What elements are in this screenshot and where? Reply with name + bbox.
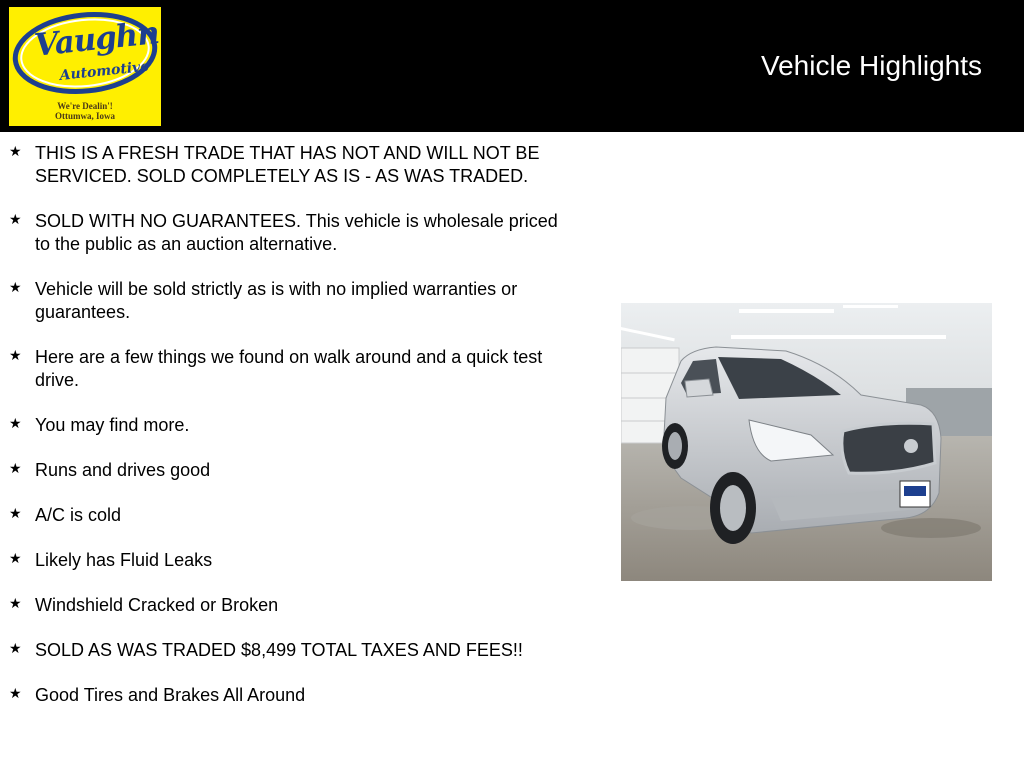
list-item	[0, 142, 580, 188]
list-item	[0, 414, 580, 437]
star-icon: ★	[9, 505, 22, 521]
highlight-text: A/C is cold	[35, 505, 122, 525]
highlight-text: Likely has Fluid Leaks	[35, 550, 213, 570]
star-icon: ★	[9, 279, 22, 295]
highlight-text: You may find more.	[35, 415, 190, 435]
star-icon: ★	[9, 595, 22, 611]
star-icon: ★	[9, 143, 22, 159]
header-bar	[0, 0, 1024, 132]
highlight-text: Windshield Cracked or Broken	[35, 595, 279, 615]
list-item	[0, 210, 580, 256]
list-item	[0, 346, 580, 392]
highlight-text: Here are a few things we found on walk around and a quick test drive.	[35, 347, 543, 390]
logo-city: Ottumwa, Iowa	[55, 111, 115, 121]
star-icon: ★	[9, 640, 22, 656]
highlight-text: Runs and drives good	[35, 460, 211, 480]
logo-tagline: We're Dealin'!	[57, 101, 113, 111]
star-icon: ★	[9, 211, 22, 227]
star-icon: ★	[9, 415, 22, 431]
vehicle-photo	[621, 303, 992, 581]
page-title: Vehicle Highlights	[760, 50, 982, 81]
star-icon: ★	[9, 347, 22, 363]
highlight-text: Good Tires and Brakes All Around	[35, 685, 306, 705]
highlight-text: SOLD WITH NO GUARANTEES. This vehicle is wholesale priced to the public as an auction alternative.	[35, 211, 558, 254]
list-item	[0, 504, 580, 527]
dealer-logo	[9, 7, 161, 126]
logo-brand: Vaughn	[32, 14, 161, 64]
vehicle-illustration	[621, 303, 992, 581]
list-item	[0, 594, 580, 617]
list-item	[0, 459, 580, 482]
list-item	[0, 684, 580, 707]
star-icon: ★	[9, 460, 22, 476]
list-item	[0, 639, 580, 662]
star-icon: ★	[9, 550, 22, 566]
list-item	[0, 278, 580, 324]
highlight-text: Vehicle will be sold strictly as is with no implied warranties or guarantees.	[35, 279, 518, 322]
highlight-text: SOLD AS WAS TRADED $8,499 TOTAL TAXES AND FEES!!	[35, 640, 523, 660]
highlights-list	[0, 142, 580, 729]
star-icon: ★	[9, 685, 22, 701]
list-item	[0, 549, 580, 572]
highlight-text: THIS IS A FRESH TRADE THAT HAS NOT AND WILL NOT BE SERVICED. SOLD COMPLETELY AS IS - AS WAS TRADED.	[35, 143, 540, 186]
logo-sub: Automotive	[58, 58, 150, 84]
